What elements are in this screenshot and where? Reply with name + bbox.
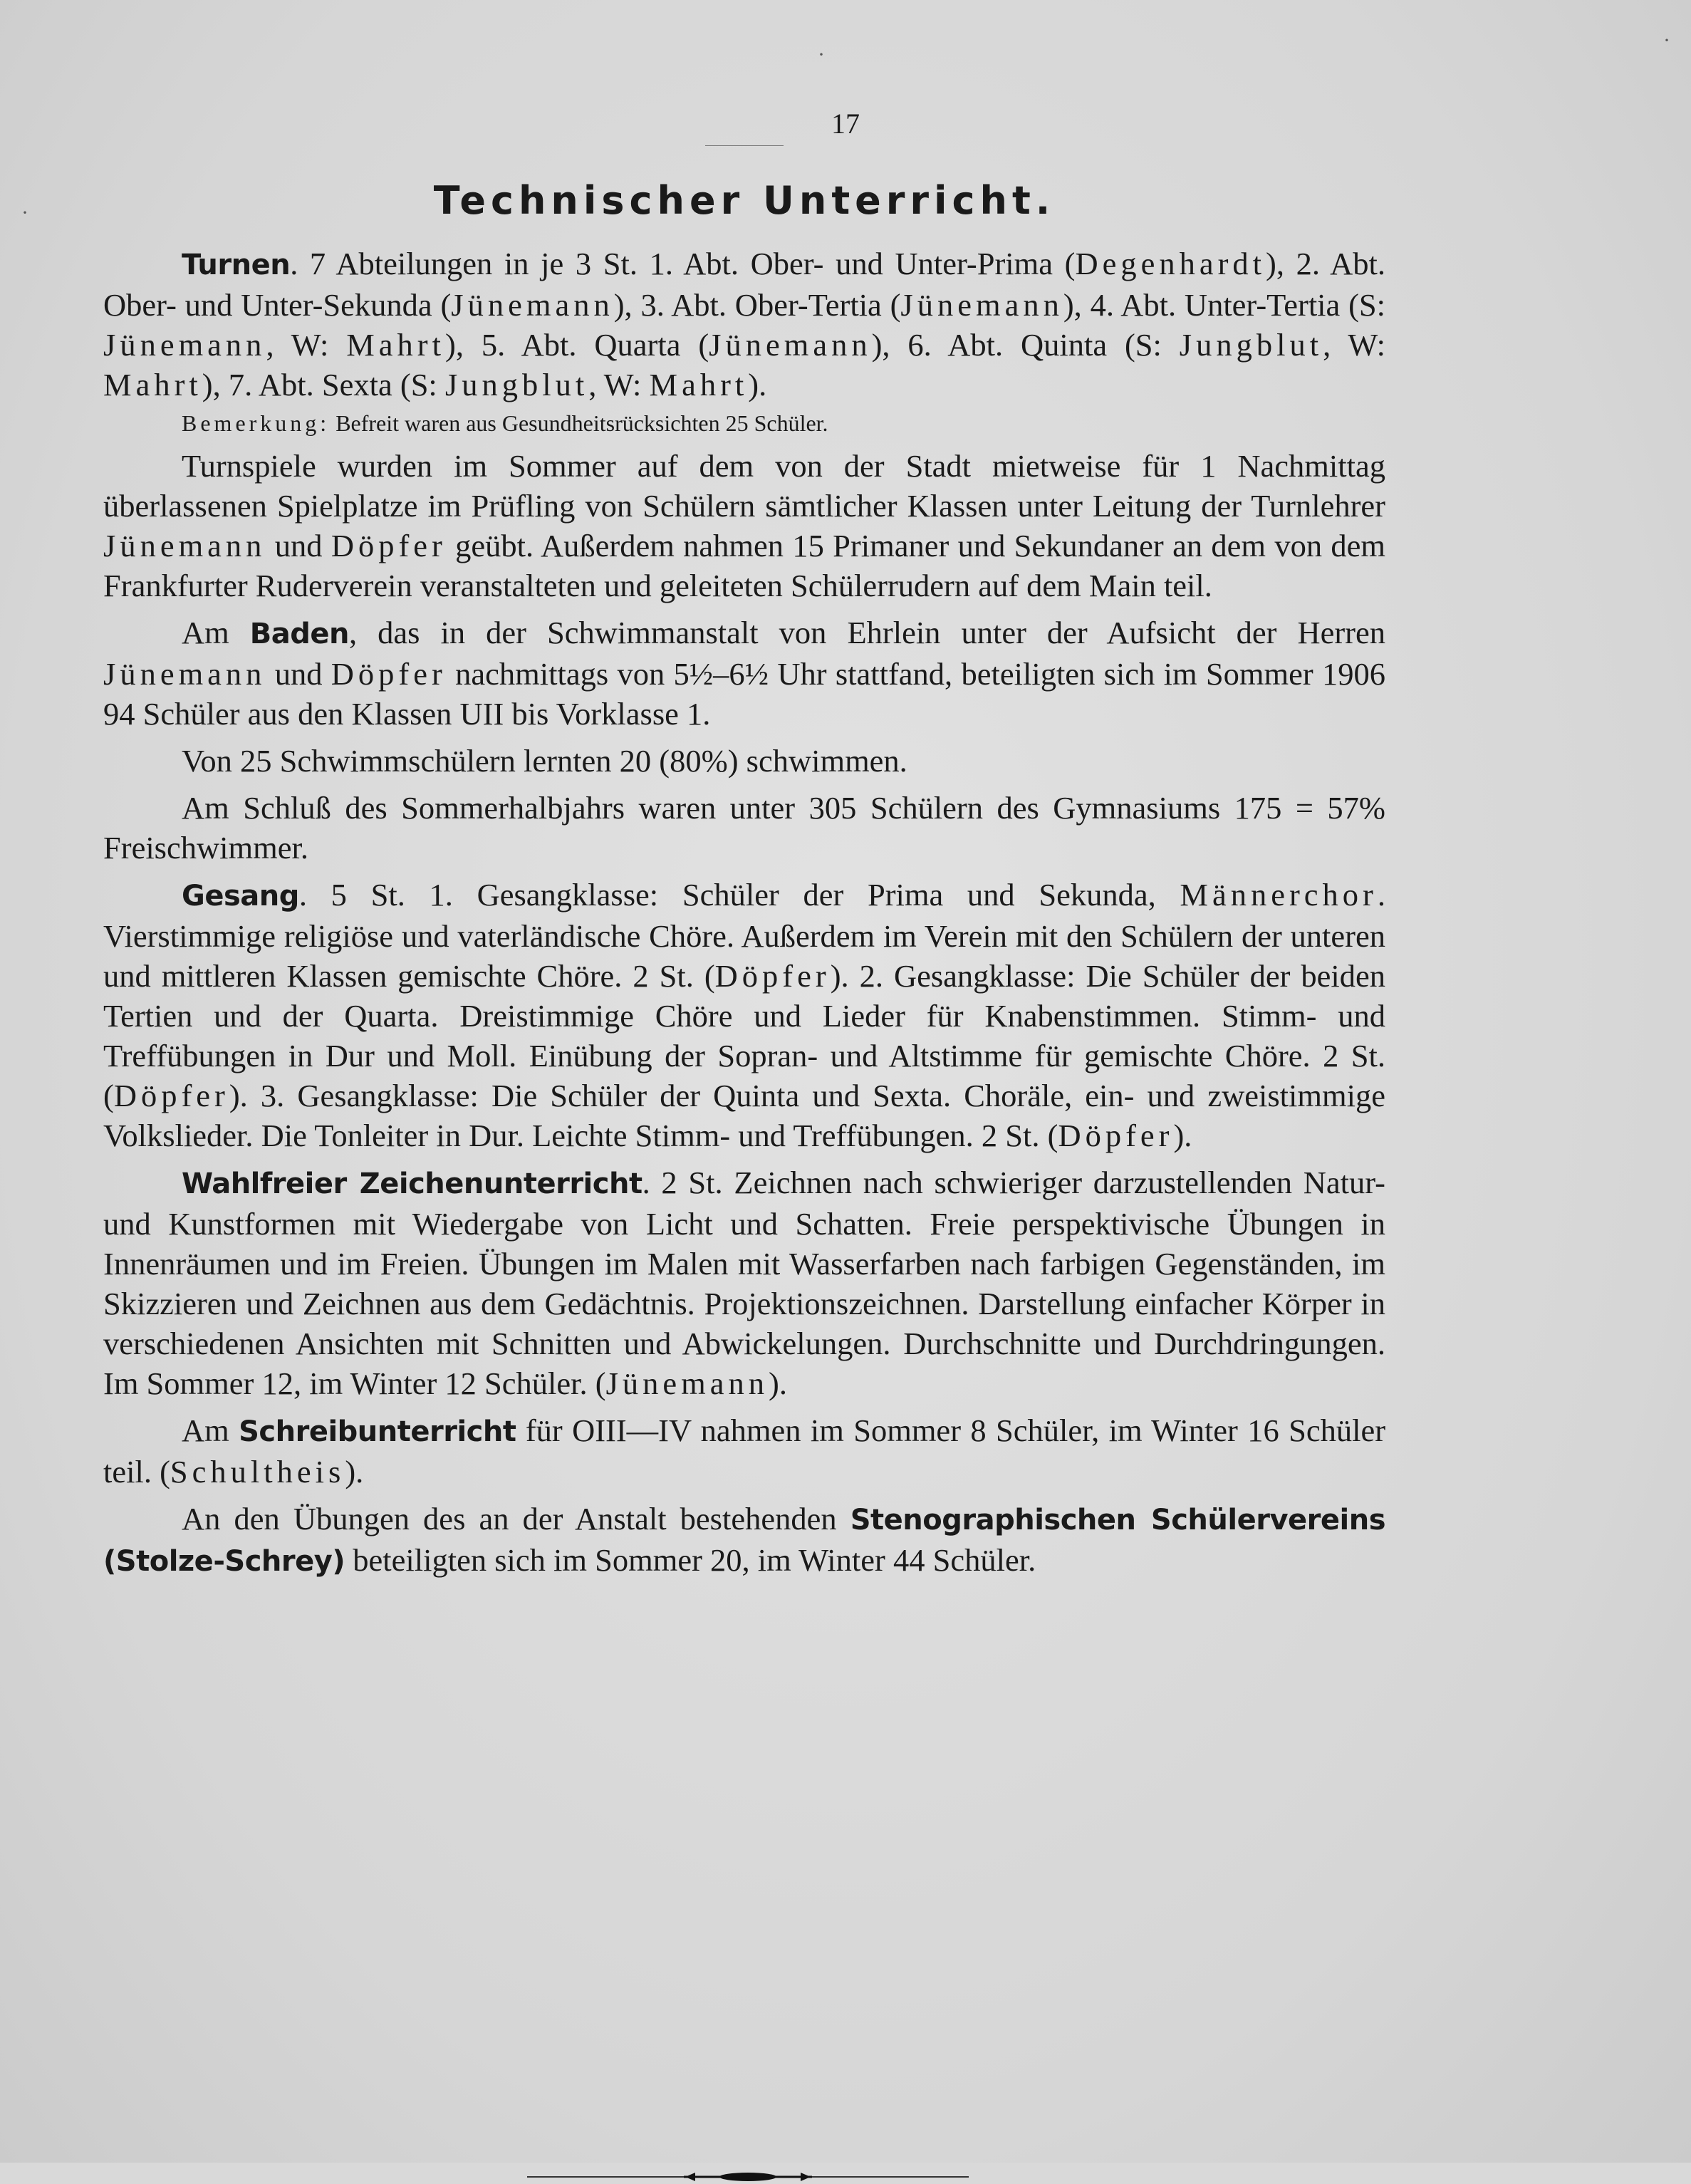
body-text bbox=[103, 244, 1385, 1581]
teacher-name: Mahrt bbox=[346, 327, 445, 363]
paragraph-baden bbox=[103, 613, 1385, 734]
scan-speck: · bbox=[1663, 28, 1670, 52]
teacher-name: Döpfer bbox=[331, 656, 447, 692]
teacher-name: Jünemann bbox=[451, 287, 614, 323]
text: , das in der Schwimmanstalt von Ehrlein unter der Aufsicht der Herren bbox=[349, 615, 1385, 650]
text: und bbox=[266, 528, 331, 563]
text: ), 6. Abt. Quinta (S: bbox=[871, 327, 1180, 363]
paragraph-schwimm-1: Von 25 Schwimmschülern lernten 20 (80%) schwimmen. bbox=[182, 743, 907, 779]
text: ). bbox=[769, 1366, 787, 1401]
text: ). bbox=[345, 1454, 364, 1489]
remark-text: Befreit waren aus Gesundheitsrücksichten 25 Schüler. bbox=[330, 410, 828, 436]
teacher-name: Jünemann bbox=[709, 327, 872, 363]
remark-note bbox=[103, 407, 1385, 439]
text: ). bbox=[1173, 1118, 1192, 1153]
teacher-name: Jungblut bbox=[444, 367, 589, 402]
page-number: 17 bbox=[831, 108, 860, 140]
text: ), 5. Abt. Quarta ( bbox=[445, 327, 709, 363]
text: , W: bbox=[266, 327, 347, 363]
paragraph-steno bbox=[103, 1499, 1385, 1581]
paragraph-zeichnen bbox=[103, 1163, 1385, 1403]
text: Turnspiele wurden im Sommer auf dem von der Stadt mietweise für 1 Nachmittag überlassenen Spielplatze im Prüfling von Schülern sämtlicher Klassen unter Leitung der Turnlehrer bbox=[103, 448, 1385, 524]
text: für OIII—IV nahmen im Sommer 8 Schüler, im Winter 16 Schüler teil. ( bbox=[103, 1413, 1386, 1489]
teacher-name: Jünemann bbox=[605, 1366, 769, 1401]
paragraph-schreib bbox=[103, 1410, 1385, 1492]
text: ), 2. Abt. Ober- und Unter-Sekunda ( bbox=[103, 246, 1385, 323]
teacher-name: Jünemann bbox=[103, 656, 266, 692]
heading-turnen: Turnen bbox=[182, 249, 291, 281]
teacher-name: Jünemann bbox=[103, 327, 266, 363]
text: und bbox=[266, 656, 331, 692]
remark-label: Bemerkung: bbox=[182, 410, 331, 436]
paragraph-turnen bbox=[103, 244, 1385, 405]
text: , W: bbox=[1323, 327, 1385, 363]
teacher-name: Döpfer bbox=[714, 958, 831, 994]
text: . 5 St. 1. Gesangklasse: Schüler der Prima und Sekunda, bbox=[298, 877, 1180, 912]
text: ), 4. Abt. Unter-Tertia (S: bbox=[1063, 287, 1386, 323]
text: nachmittags von 5½–6½ Uhr stattfand, beteiligten sich im Sommer 1906 94 Schüler aus den Klassen UII bis Vorklasse 1. bbox=[103, 656, 1385, 732]
teacher-name: Jungblut bbox=[1179, 327, 1323, 363]
heading-gesang: Gesang bbox=[182, 880, 299, 912]
text: . 7 Abteilungen in je 3 St. 1. Abt. Ober- und Unter-Prima ( bbox=[290, 246, 1076, 281]
teacher-name: Jünemann bbox=[103, 528, 266, 563]
text: . 2 St. Zeichnen nach schwieriger darzustellenden Natur- und Kunstformen mit Wiedergabe von Licht und Schatten. Freie perspektivische Übungen in Innenräumen und im Freien. Übungen im Malen mit Wasserfarben nach farbigen Gegenständen, im Skizzieren und Zeichnen aus dem Gedächtnis. Projektionszeichnen. Darstellung einfacher Körper in verschiedenen Ansichten mit Schnitten und Abwickelungen. Durchschnitte und Durchdringungen. Im Sommer 12, im Winter 12 Schüler. ( bbox=[103, 1165, 1386, 1401]
teacher-name: Döpfer bbox=[113, 1078, 229, 1113]
teacher-name: Döpfer bbox=[1058, 1118, 1174, 1153]
text: ), 3. Abt. Ober-Tertia ( bbox=[613, 287, 901, 323]
paragraph-turnspiele bbox=[103, 446, 1385, 605]
text: ). 3. Gesangklasse: Die Schüler der Quinta und Sexta. Choräle, ein- und zweistimmige Volkslieder. Die Tonleiter in Dur. Leichte Stimm- und Treffübungen. 2 St. ( bbox=[103, 1078, 1385, 1153]
scan-speck: · bbox=[21, 201, 28, 224]
choir-name: Männerchor bbox=[1180, 877, 1378, 912]
heading-steno: Stenographischen Schülervereins (Stolze-Schrey) bbox=[103, 1504, 1385, 1578]
text: geübt. Außerdem nahmen 15 Primaner und Sekundaner an dem von dem Frankfurter Ruderverein veranstalteten und geleiteten Schülerrudern auf dem Main teil. bbox=[103, 528, 1386, 603]
teacher-name: Mahrt bbox=[103, 367, 202, 402]
teacher-name: Degenhardt bbox=[1075, 246, 1266, 281]
paragraph-gesang bbox=[103, 875, 1385, 1155]
text: Am bbox=[182, 1413, 239, 1448]
text: . Vierstimmige religiöse und vaterländische Chöre. Außerdem im Verein mit den Schülern der unteren und mittleren Klassen gemischte Chöre. 2 St. ( bbox=[103, 877, 1385, 994]
paragraph-schwimm-2: Am Schluß des Sommerhalbjahrs waren unter 305 Schülern des Gymnasiums 175 = 57% Freischwimmer. bbox=[103, 790, 1385, 865]
ornament-divider bbox=[527, 2170, 969, 2184]
teacher-name: Schultheis bbox=[170, 1454, 345, 1489]
text: Am bbox=[182, 615, 250, 650]
heading-baden: Baden bbox=[249, 618, 349, 650]
teacher-name: Döpfer bbox=[331, 528, 447, 563]
section-title: Technischer Unterricht. bbox=[433, 178, 1056, 223]
text: beteiligten sich im Sommer 20, im Winter 44 Schüler. bbox=[345, 1542, 1036, 1578]
text: An den Übungen des an der Anstalt bestehenden bbox=[182, 1501, 850, 1536]
text: ). bbox=[748, 367, 767, 402]
teacher-name: Jünemann bbox=[900, 287, 1063, 323]
page-number-rule bbox=[705, 145, 784, 146]
heading-zeichnen: Wahlfreier Zeichenunterricht bbox=[182, 1168, 642, 1200]
scan-speck: · bbox=[818, 43, 825, 66]
text: , W: bbox=[588, 367, 650, 402]
heading-schreib: Schreibunterricht bbox=[239, 1415, 516, 1448]
text: ). 2. Gesangklasse: Die Schüler der beiden Tertien und der Quarta. Dreistimmige Chöre und Lieder für Knabenstimmen. Stimm- und Treffübungen in Dur und Moll. Einübung der Sopran- und Altstimme für gemischte Chöre. 2 St. ( bbox=[103, 958, 1386, 1113]
teacher-name: Mahrt bbox=[649, 367, 749, 402]
text: ), 7. Abt. Sexta (S: bbox=[202, 367, 445, 402]
